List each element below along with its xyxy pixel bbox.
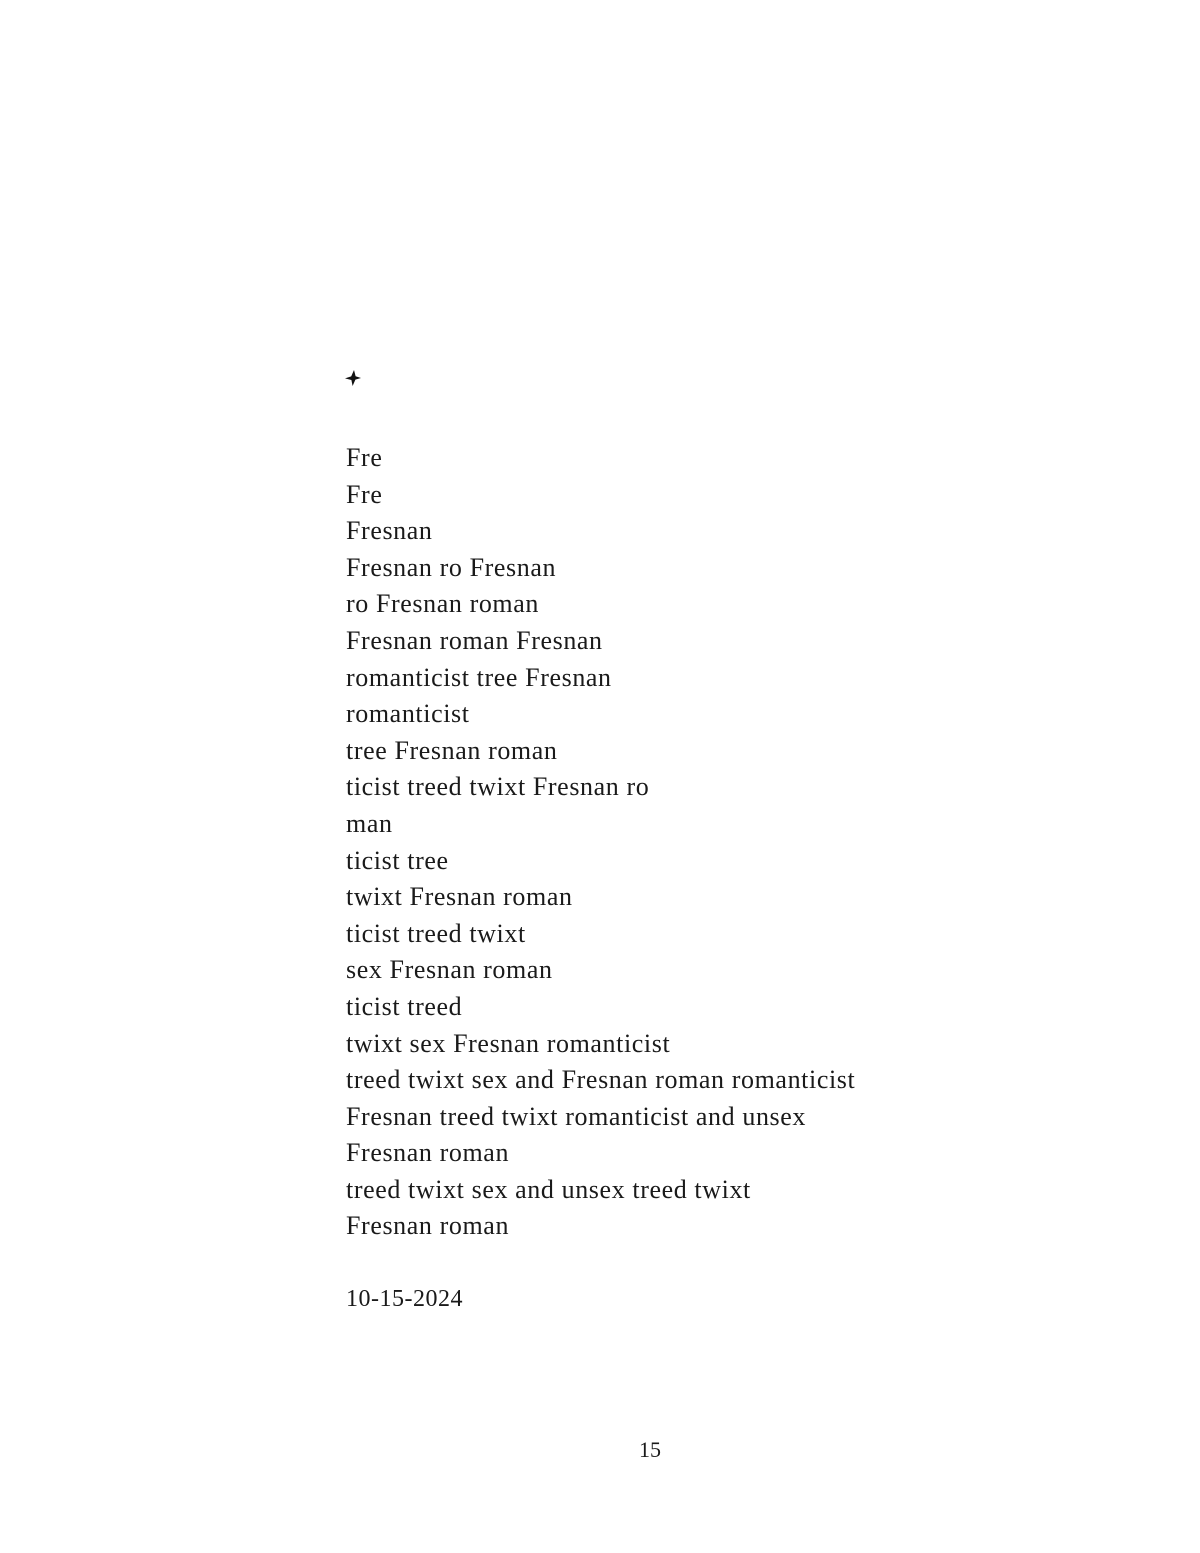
poem-line: twixt Fresnan roman	[346, 882, 573, 912]
poem-line: tree Fresnan roman	[346, 735, 558, 765]
poem-line: romanticist	[346, 699, 470, 729]
poem-line: treed twixt sex and Fresnan roman romanticist	[346, 1065, 856, 1095]
poem-line: ticist treed twixt Fresnan ro	[346, 772, 650, 802]
poem-line: twixt sex Fresnan romanticist	[346, 1028, 671, 1058]
poem-line: romanticist tree Fresnan	[346, 662, 612, 692]
page-number: 15	[639, 1437, 661, 1462]
poem-date: 10-15-2024	[346, 1286, 463, 1312]
poem-line: sex Fresnan roman	[346, 955, 553, 985]
poem-line: Fresnan roman	[346, 1138, 510, 1168]
poem-line: ticist treed	[346, 991, 463, 1021]
poem-line: Fresnan roman Fresnan	[346, 625, 603, 655]
poem-line: ticist treed twixt	[346, 918, 526, 948]
poem-line: ro Fresnan roman	[346, 589, 539, 619]
poem-body	[346, 440, 855, 1245]
poem-line: Fresnan ro Fresnan	[346, 552, 557, 582]
poem-line: Fre	[346, 479, 383, 509]
four-point-star-ornament-icon	[344, 369, 362, 387]
poem-line: treed twixt sex and unsex treed twixt	[346, 1174, 751, 1204]
poem-line: Fresnan treed twixt romanticist and unsex	[346, 1101, 806, 1131]
poem-line: Fre	[346, 443, 383, 472]
poem-line: man	[346, 808, 393, 838]
poem-line: Fresnan roman	[346, 1211, 510, 1241]
poem-line: ticist tree	[346, 845, 449, 875]
poem-line: Fresnan	[346, 516, 433, 546]
